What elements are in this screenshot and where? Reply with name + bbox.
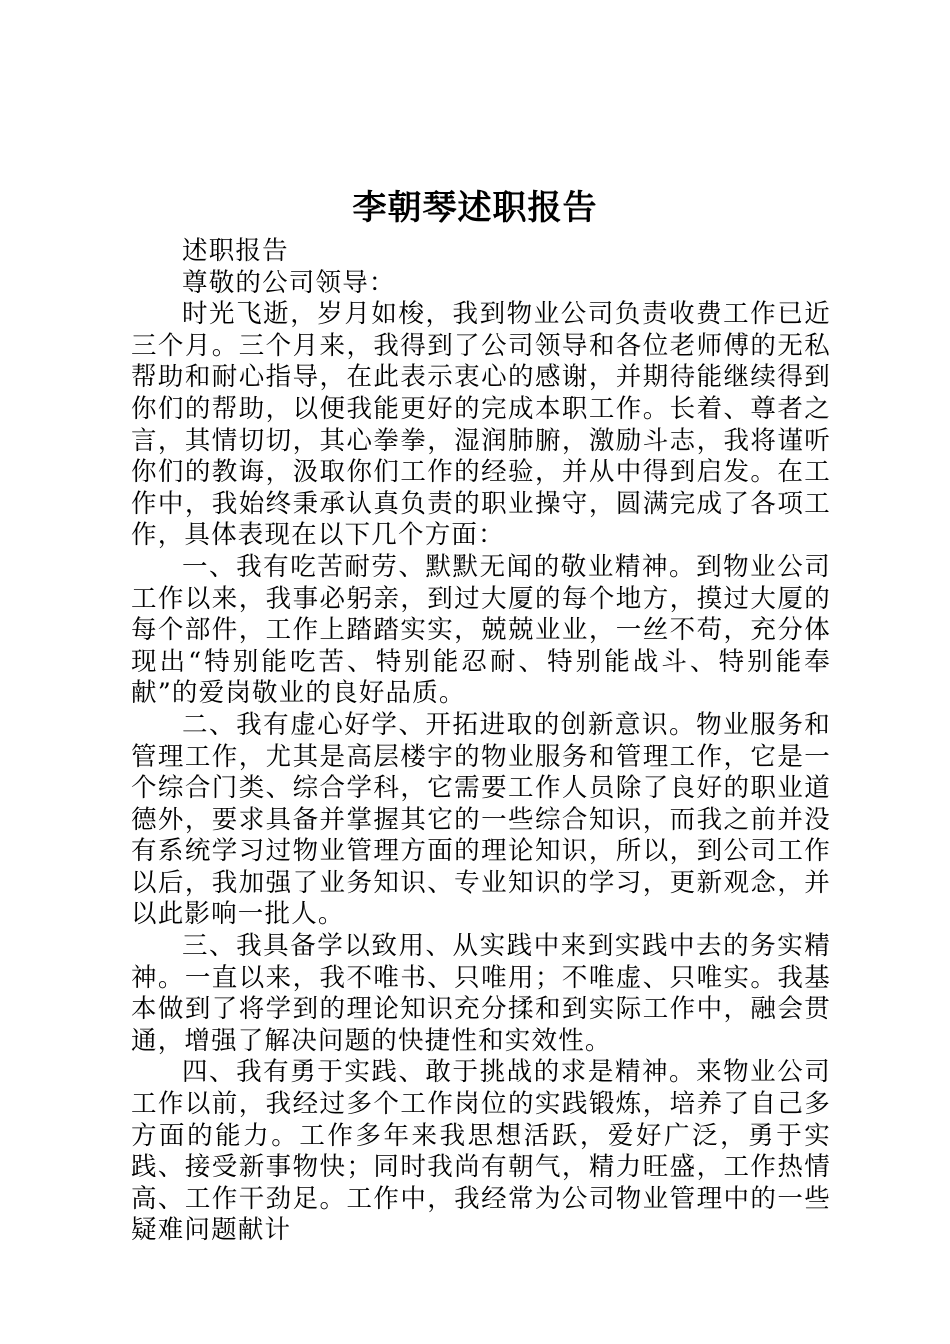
paragraph-intro: 时光飞逝，岁月如梭，我到物业公司负责收费工作已近三个月。三个月来，我得到了公司领导和各位老师傅的无私帮助和耐心指导，在此表示衷心的感谢，并期待能继续得到你们的帮助，以便我能更好的完成本职工作。长着、尊者之言，其情切切，其心拳拳，湿润肺腑，激励斗志，我将谨听你们的教诲，汲取你们工作的经验，并从中得到启发。在工作中，我始终秉承认真负责的职业操守，圆满完成了各项工作，具体表现在以下几个方面：: [131, 299, 831, 551]
paragraph-point-2: 二、我有虚心好学、开拓进取的创新意识。物业服务和管理工作，尤其是高层楼宇的物业服务和管理工作，它是一个综合门类、综合学科，它需要工作人员除了良好的职业道德外，要求具备并掌握其它的一些综合知识，而我之前并没有系统学习过物业管理方面的理论知识，所以，到公司工作以后，我加强了业务知识、专业知识的学习，更新观念，并以此影响一批人。: [131, 709, 831, 930]
paragraph-point-1: 一、我有吃苦耐劳、默默无闻的敬业精神。到物业公司工作以来，我事必躬亲，到过大厦的每个地方，摸过大厦的每个部件，工作上踏踏实实，兢兢业业，一丝不苟，充分体现出“特别能吃苦、特别能忍耐、特别能战斗、特别能奉献”的爱岗敬业的良好品质。: [131, 551, 831, 709]
document-body: [131, 236, 831, 1247]
paragraph-subtitle: 述职报告: [182, 236, 289, 266]
paragraph-salutation: 尊敬的公司领导：: [182, 267, 396, 298]
paragraph-point-3: 三、我具备学以致用、从实践中来到实践中去的务实精神。一直以来，我不唯书、只唯用；不唯虚、只唯实。我基本做到了将学到的理论知识充分揉和到实际工作中，融会贯通，增强了解决问题的快捷性和实效性。: [131, 931, 831, 1056]
document-title: 李朝琴述职报告: [352, 188, 598, 228]
paragraph-point-4: 四、我有勇于实践、敢于挑战的求是精神。来物业公司工作以前，我经过多个工作岗位的实践锻炼，培养了自己多方面的能力。工作多年来我思想活跃，爱好广泛，勇于实践、接受新事物快；同时我尚有朝气，精力旺盛，工作热情高、工作干劲足。工作中，我经常为公司物业管理中的一些疑难问题献计: [131, 1057, 831, 1246]
